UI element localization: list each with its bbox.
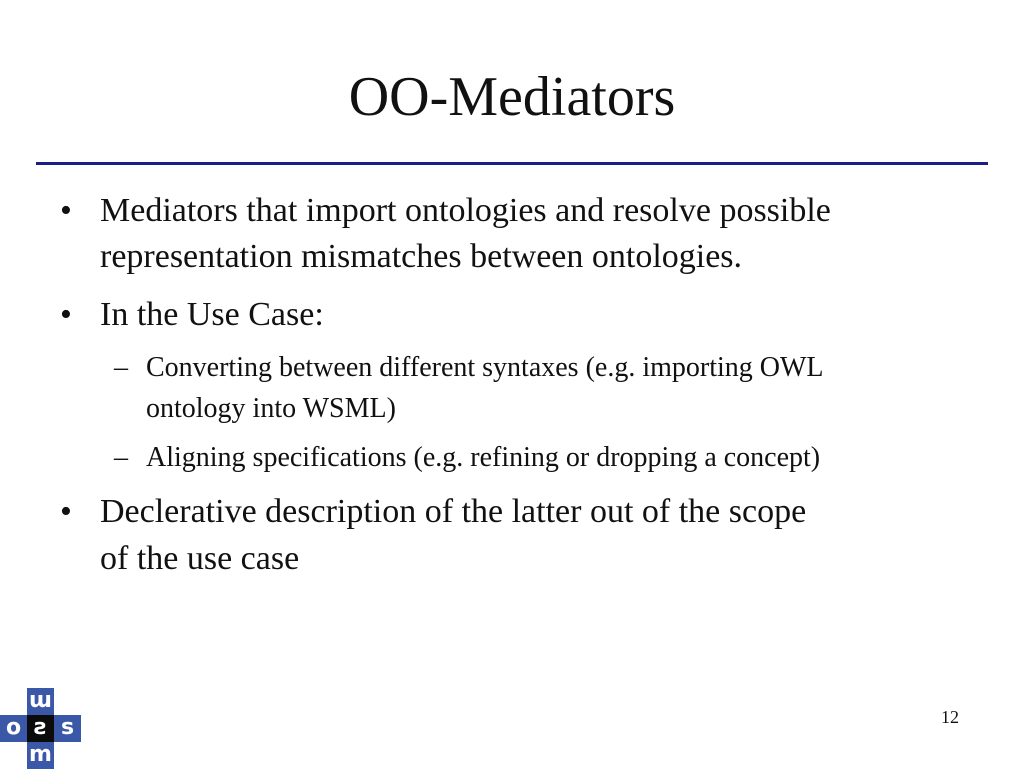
- bullet-text-line: representation mismatches between ontologies.: [100, 238, 743, 275]
- slide-title: OO-Mediators: [348, 66, 676, 128]
- bullet-text-line: Declerative description of the latter out of the scope: [100, 493, 807, 530]
- wsmo-logo: [0, 688, 82, 768]
- logo-right-cell: s: [54, 715, 81, 742]
- bullet-text-line: In the Use Case:: [100, 296, 324, 333]
- bullet-text-line: Mediators that import ontologies and resolve possible: [100, 192, 831, 229]
- bullet-marker: •: [60, 493, 72, 530]
- sub-bullet-text-line: ontology into WSML): [146, 393, 396, 424]
- logo-top-cell: ɯ: [27, 688, 54, 715]
- sub-bullet-text-line: Aligning specifications (e.g. refining or dropping a concept): [146, 442, 821, 473]
- bullet-marker: •: [60, 192, 72, 229]
- sub-bullet-marker: –: [114, 352, 128, 383]
- sub-bullet-marker: –: [114, 442, 128, 473]
- bullet-marker: •: [60, 296, 72, 333]
- page-number: 12: [941, 707, 959, 727]
- logo-center-cell: ƨ: [27, 715, 54, 742]
- sub-bullet-text-line: Converting between different syntaxes (e.g. importing OWL: [146, 352, 824, 383]
- logo-bottom-cell: m: [27, 742, 54, 769]
- logo-left-cell: ο: [0, 715, 27, 742]
- bullet-text-line: of the use case: [100, 540, 300, 577]
